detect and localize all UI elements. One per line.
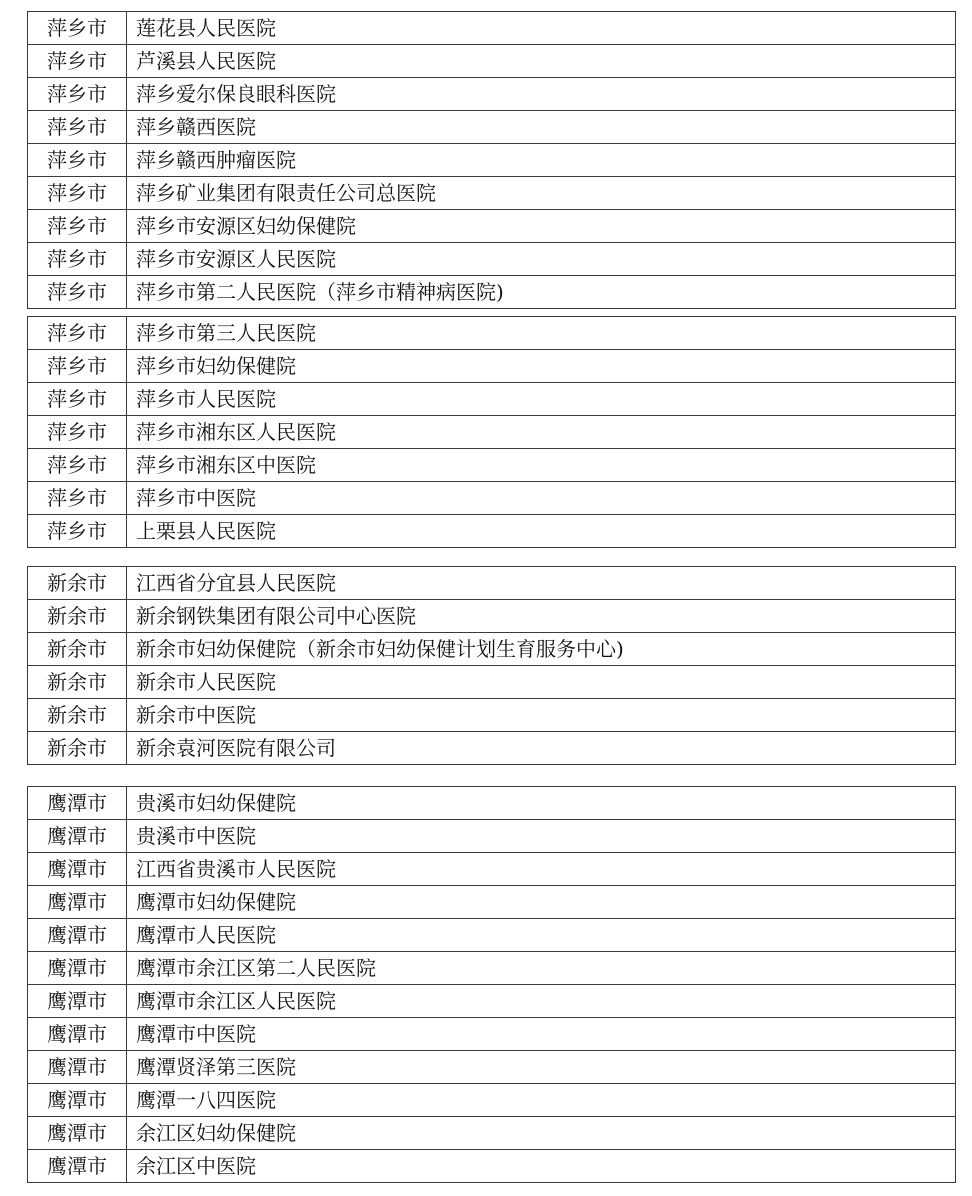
city-cell: 鹰潭市 <box>28 1117 127 1150</box>
table-row <box>28 210 956 243</box>
hospital-name-cell: 鹰潭一八四医院 <box>127 1084 956 1117</box>
city-cell: 萍乡市 <box>28 416 127 449</box>
table-row <box>28 1150 956 1183</box>
hospital-name-cell: 贵溪市妇幼保健院 <box>127 787 956 820</box>
table-row <box>28 952 956 985</box>
city-cell: 萍乡市 <box>28 144 127 177</box>
hospital-name-cell: 江西省分宜县人民医院 <box>127 567 956 600</box>
hospital-name-cell: 新余袁河医院有限公司 <box>127 732 956 765</box>
table-row <box>28 820 956 853</box>
city-cell: 鹰潭市 <box>28 1084 127 1117</box>
hospital-name-cell: 萍乡市第三人民医院 <box>127 317 956 350</box>
hospital-name-cell: 鹰潭市余江区第二人民医院 <box>127 952 956 985</box>
table-row <box>28 1117 956 1150</box>
city-cell: 鹰潭市 <box>28 820 127 853</box>
table-row <box>28 111 956 144</box>
city-cell: 萍乡市 <box>28 12 127 45</box>
hospital-name-cell: 鹰潭市妇幼保健院 <box>127 886 956 919</box>
hospital-name-cell: 萍乡市湘东区中医院 <box>127 449 956 482</box>
city-cell: 萍乡市 <box>28 449 127 482</box>
city-cell: 萍乡市 <box>28 210 127 243</box>
table-row <box>28 567 956 600</box>
table-row <box>28 45 956 78</box>
hospital-name-cell: 鹰潭市中医院 <box>127 1018 956 1051</box>
hospital-table-pingxiang-1 <box>27 11 956 309</box>
city-cell: 萍乡市 <box>28 482 127 515</box>
table-row <box>28 1018 956 1051</box>
table-row <box>28 985 956 1018</box>
hospital-name-cell: 萍乡市第二人民医院（萍乡市精神病医院) <box>127 276 956 309</box>
table-row <box>28 317 956 350</box>
city-cell: 新余市 <box>28 633 127 666</box>
city-cell: 鹰潭市 <box>28 985 127 1018</box>
city-cell: 鹰潭市 <box>28 886 127 919</box>
hospital-name-cell: 萍乡市安源区妇幼保健院 <box>127 210 956 243</box>
city-cell: 萍乡市 <box>28 45 127 78</box>
table-row <box>28 666 956 699</box>
city-cell: 萍乡市 <box>28 177 127 210</box>
city-cell: 新余市 <box>28 699 127 732</box>
city-cell: 萍乡市 <box>28 383 127 416</box>
hospital-name-cell: 贵溪市中医院 <box>127 820 956 853</box>
table-row <box>28 276 956 309</box>
city-cell: 新余市 <box>28 567 127 600</box>
table-row <box>28 732 956 765</box>
city-cell: 萍乡市 <box>28 515 127 548</box>
table-row <box>28 787 956 820</box>
table-row <box>28 482 956 515</box>
city-cell: 鹰潭市 <box>28 1018 127 1051</box>
city-cell: 鹰潭市 <box>28 853 127 886</box>
hospital-name-cell: 新余市妇幼保健院（新余市妇幼保健计划生育服务中心) <box>127 633 956 666</box>
hospital-name-cell: 新余钢铁集团有限公司中心医院 <box>127 600 956 633</box>
hospital-name-cell: 萍乡市妇幼保健院 <box>127 350 956 383</box>
hospital-name-cell: 萍乡市安源区人民医院 <box>127 243 956 276</box>
table-row <box>28 350 956 383</box>
table-row <box>28 78 956 111</box>
hospital-name-cell: 萍乡市湘东区人民医院 <box>127 416 956 449</box>
hospital-name-cell: 萍乡赣西医院 <box>127 111 956 144</box>
table-row <box>28 1084 956 1117</box>
city-cell: 鹰潭市 <box>28 919 127 952</box>
city-cell: 萍乡市 <box>28 243 127 276</box>
city-cell: 萍乡市 <box>28 350 127 383</box>
hospital-name-cell: 新余市人民医院 <box>127 666 956 699</box>
table-row <box>28 886 956 919</box>
table-row <box>28 1051 956 1084</box>
table-row <box>28 177 956 210</box>
table-row <box>28 12 956 45</box>
hospital-name-cell: 萍乡矿业集团有限责任公司总医院 <box>127 177 956 210</box>
hospital-name-cell: 江西省贵溪市人民医院 <box>127 853 956 886</box>
hospital-name-cell: 鹰潭贤泽第三医院 <box>127 1051 956 1084</box>
city-cell: 鹰潭市 <box>28 1051 127 1084</box>
city-cell: 萍乡市 <box>28 78 127 111</box>
hospital-name-cell: 萍乡爱尔保良眼科医院 <box>127 78 956 111</box>
city-cell: 萍乡市 <box>28 276 127 309</box>
table-row <box>28 853 956 886</box>
hospital-name-cell: 余江区中医院 <box>127 1150 956 1183</box>
table-row <box>28 699 956 732</box>
table-row <box>28 633 956 666</box>
city-cell: 新余市 <box>28 666 127 699</box>
hospital-name-cell: 上栗县人民医院 <box>127 515 956 548</box>
table-row <box>28 919 956 952</box>
city-cell: 鹰潭市 <box>28 952 127 985</box>
city-cell: 萍乡市 <box>28 317 127 350</box>
hospital-name-cell: 鹰潭市余江区人民医院 <box>127 985 956 1018</box>
table-row <box>28 416 956 449</box>
table-row <box>28 515 956 548</box>
hospital-name-cell: 新余市中医院 <box>127 699 956 732</box>
hospital-name-cell: 萍乡赣西肿瘤医院 <box>127 144 956 177</box>
hospital-name-cell: 莲花县人民医院 <box>127 12 956 45</box>
table-row <box>28 144 956 177</box>
city-cell: 鹰潭市 <box>28 1150 127 1183</box>
hospital-name-cell: 鹰潭市人民医院 <box>127 919 956 952</box>
table-row <box>28 383 956 416</box>
city-cell: 鹰潭市 <box>28 787 127 820</box>
hospital-table-pingxiang-2 <box>27 316 956 548</box>
hospital-table-xinyu <box>27 566 956 765</box>
city-cell: 新余市 <box>28 732 127 765</box>
hospital-name-cell: 芦溪县人民医院 <box>127 45 956 78</box>
table-row <box>28 243 956 276</box>
table-row <box>28 600 956 633</box>
hospital-table-yingtan <box>27 786 956 1183</box>
city-cell: 新余市 <box>28 600 127 633</box>
hospital-name-cell: 萍乡市中医院 <box>127 482 956 515</box>
city-cell: 萍乡市 <box>28 111 127 144</box>
hospital-name-cell: 萍乡市人民医院 <box>127 383 956 416</box>
table-row <box>28 449 956 482</box>
hospital-name-cell: 余江区妇幼保健院 <box>127 1117 956 1150</box>
